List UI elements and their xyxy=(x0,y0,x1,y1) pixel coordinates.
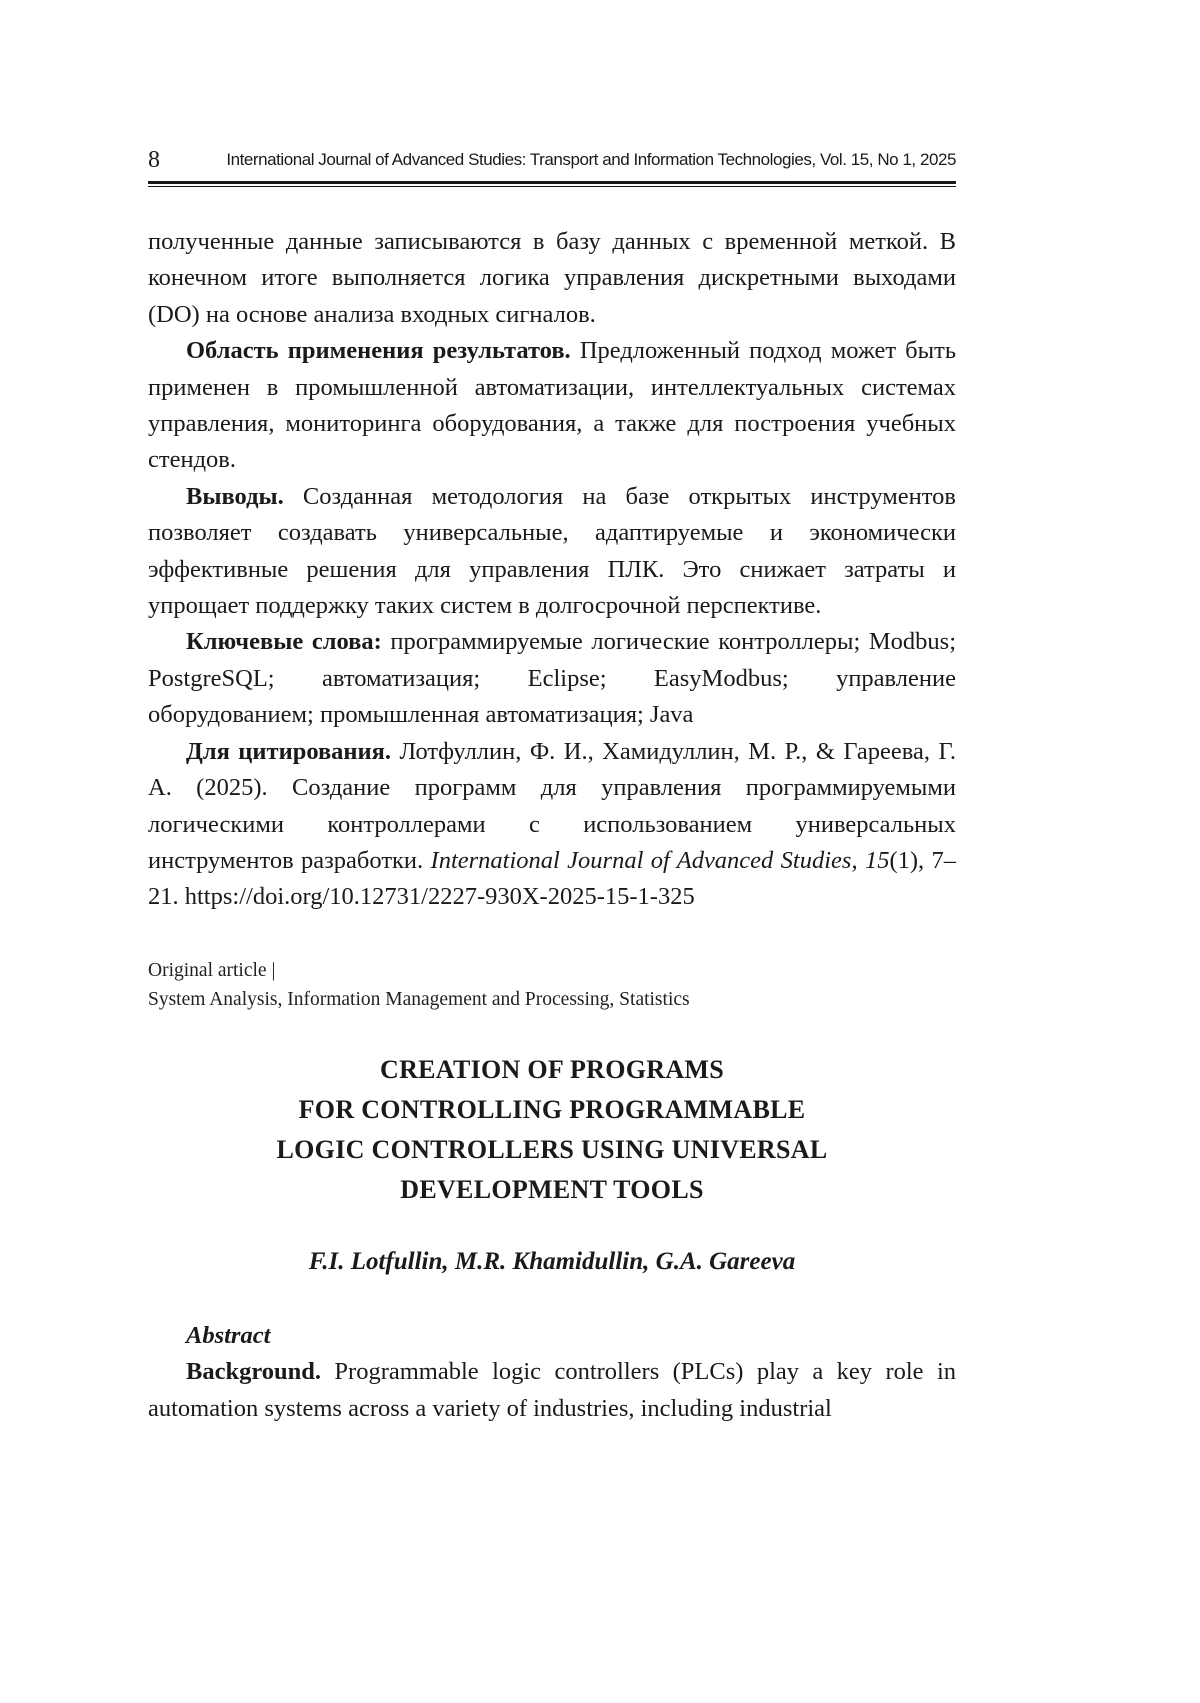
title-line-2: FOR CONTROLLING PROGRAMMABLE xyxy=(298,1095,806,1124)
article-type-line-2: System Analysis, Information Management and Processing, Statistics xyxy=(148,989,690,1010)
authors: F.I. Lotfullin, M.R. Khamidullin, G.A. Gareeva xyxy=(308,1248,796,1275)
title-line-1: CREATION OF PROGRAMS xyxy=(380,1055,724,1084)
title-line-3: LOGIC CONTROLLERS USING UNIVERSAL xyxy=(276,1135,828,1164)
page-number: 8 xyxy=(148,147,160,173)
citation-volume: 15 xyxy=(864,846,890,874)
application-paragraph xyxy=(148,333,956,479)
header-rule-thin xyxy=(148,186,956,187)
background-paragraph xyxy=(148,1354,956,1427)
conclusions-text: Созданная методология на базе открытых инструментов позволяет создавать универсальные, адаптируемые и экономически эффективные решения для управления ПЛК. Это снижает затраты и упрощает поддержку таких систем в долгосрочной перспективе. xyxy=(148,482,956,620)
application-text: Предложенный подход может быть применен в промышленной автоматизации, интеллектуальных системах управления, мониторинга оборудования, а также для построения учебных стендов. xyxy=(148,337,956,474)
header-rule-thick xyxy=(148,181,956,184)
application-label: Область применения результатов. xyxy=(186,337,571,365)
keywords-text: программируемые логические контроллеры; Modbus; PostgreSQL; автоматизация; Eclipse; EasyModbus; управление оборудованием; промышленная автоматизация; Java xyxy=(148,628,956,729)
conclusions-label: Выводы. xyxy=(186,482,284,510)
citation-comma: , xyxy=(851,846,865,874)
article-type-line-1: Original article | xyxy=(148,960,276,981)
english-abstract xyxy=(148,1318,956,1427)
running-header xyxy=(148,146,956,174)
citation-label: Для цитирования. xyxy=(186,737,392,765)
citation-text-after: (1), 7–21. https://doi.org/10.12731/2227-930X-2025-15-1-325 xyxy=(148,846,956,911)
journal-citation-header: International Journal of Advanced Studies: Transport and Information Technologies, Vol. 15, No 1, 2025 xyxy=(226,150,956,169)
keywords-paragraph xyxy=(148,624,956,733)
title-line-4: DEVELOPMENT TOOLS xyxy=(400,1175,704,1204)
russian-abstract-continuation xyxy=(148,224,956,916)
citation-text-before: Лотфуллин, Ф. И., Хамидуллин, М. Р., & Гареева, Г. А. (2025). Создание программ для управления программируемыми логическими контроллерами с использованием универсальных инструментов разработки. xyxy=(148,737,956,874)
background-text: Programmable logic controllers (PLCs) play a key role in automation systems across a variety of industries, including industrial xyxy=(148,1358,956,1422)
keywords-label: Ключевые слова: xyxy=(186,628,382,656)
conclusions-paragraph xyxy=(148,479,956,625)
citation-paragraph xyxy=(148,734,956,916)
background-label: Background. xyxy=(186,1358,322,1386)
abstract-heading: Abstract xyxy=(186,1322,271,1349)
article-title xyxy=(148,1050,956,1210)
citation-journal-name: International Journal of Advanced Studies xyxy=(430,846,852,874)
article-type xyxy=(148,956,956,1014)
intro-paragraph: полученные данные записываются в базу данных с временной меткой. В конечном итоге выполняется логика управления дискретными выходами (DO) на основе анализа входных сигналов. xyxy=(148,228,956,328)
